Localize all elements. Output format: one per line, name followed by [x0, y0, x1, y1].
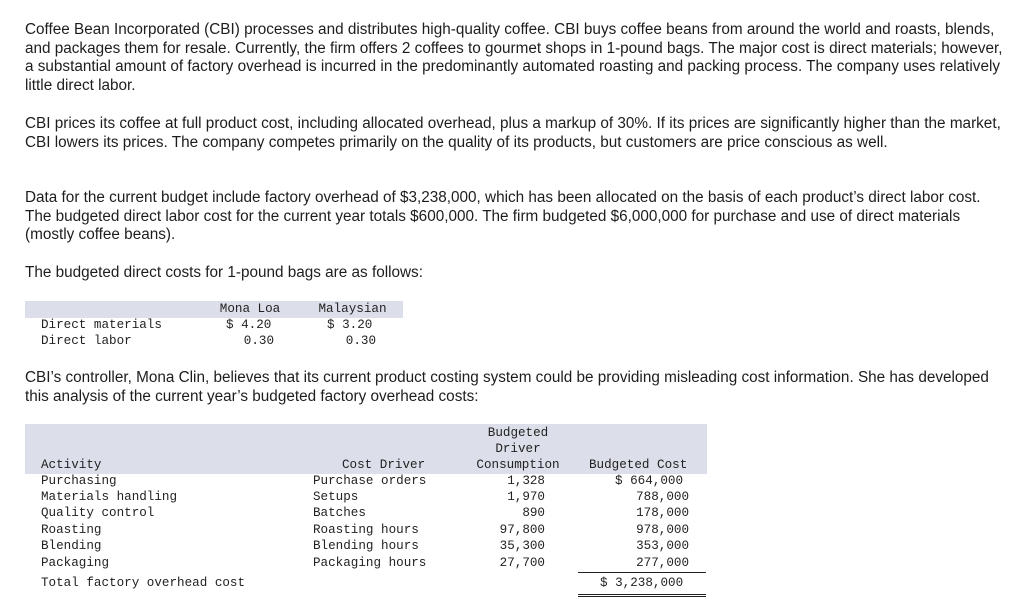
total-rule-1	[578, 594, 706, 595]
cost-cell: 353,000	[636, 539, 689, 553]
subtotal-rule	[578, 572, 706, 573]
activity-cell: Packaging	[41, 556, 110, 570]
driver-cell: Packaging hours	[313, 556, 427, 570]
total-cost: $ 3,238,000	[600, 576, 684, 590]
driver-cell: Blending hours	[313, 539, 419, 553]
paragraph-intro: Coffee Bean Incorporated (CBI) processes and distributes high-quality coffee. CBI buys coffee beans from around the world and roasts, blends, and packages them for resale. Currently, the firm offers 2 coffees to gourmet shops in 1-pound bags. The major cost is direct materials; however, a substantial amount of factory overhead is incurred in the predominantly automated roasting and packing process. The company uses relatively little direct labor.	[25, 21, 1003, 94]
col-header-consumption-line3: Consumption	[476, 458, 560, 472]
consumption-cell: 1,970	[507, 490, 545, 504]
cost-cell: 978,000	[636, 523, 689, 537]
cell-mona-direct-materials: $ 4.20	[226, 318, 272, 332]
activity-cell: Roasting	[41, 523, 102, 537]
driver-cell: Purchase orders	[313, 474, 427, 488]
activity-cell: Blending	[41, 539, 102, 553]
cell-malay-direct-materials: $ 3.20	[327, 318, 373, 332]
paragraph-direct-costs-intro: The budgeted direct costs for 1-pound bags are as follows:	[25, 264, 423, 281]
driver-cell: Roasting hours	[313, 523, 419, 537]
row-label-direct-labor: Direct labor	[41, 334, 132, 348]
col-header-consumption-line1: Budgeted	[487, 426, 549, 440]
activity-cell: Quality control	[41, 506, 155, 520]
col-header-malaysian: Malaysian	[318, 302, 387, 316]
consumption-cell: 1,328	[507, 474, 545, 488]
driver-cell: Setups	[313, 490, 359, 504]
col-header-budgeted-cost: Budgeted Cost	[589, 458, 688, 472]
col-header-mona-loa: Mona Loa	[219, 302, 281, 316]
col-header-activity: Activity	[41, 458, 102, 472]
paragraph-controller: CBI’s controller, Mona Clin, believes that its current product costing system could be providing misleading cost information. She has developed this analysis of the current year’s budgeted factory overhead costs:	[25, 369, 989, 405]
cost-cell: 788,000	[636, 490, 689, 504]
paragraph-pricing: CBI prices its coffee at full product cost, including allocated overhead, plus a markup of 30%. If its prices are significantly higher than the market, CBI lowers its prices. The company competes primarily on the quality of its products, but customers are price conscious as well.	[25, 115, 1001, 151]
consumption-cell: 97,800	[499, 523, 545, 537]
activity-cell: Materials handling	[41, 490, 178, 504]
cell-mona-direct-labor: 0.30	[243, 334, 274, 348]
cost-cell: $ 664,000	[615, 474, 684, 488]
total-label: Total factory overhead cost	[41, 576, 246, 590]
col-header-cost-driver: Cost Driver	[342, 458, 426, 472]
col-header-consumption-line2: Driver	[495, 442, 541, 456]
consumption-cell: 890	[522, 506, 545, 520]
cost-cell: 277,000	[636, 556, 689, 570]
activity-cell: Purchasing	[41, 474, 117, 488]
consumption-cell: 35,300	[499, 539, 545, 553]
row-label-direct-materials: Direct materials	[41, 318, 162, 332]
total-rule-2	[578, 596, 706, 597]
cell-malay-direct-labor: 0.30	[345, 334, 376, 348]
cost-cell: 178,000	[636, 506, 689, 520]
driver-cell: Batches	[313, 506, 366, 520]
paragraph-budget: Data for the current budget include factory overhead of $3,238,000, which has been allocated on the basis of each product’s direct labor cost. The budgeted direct labor cost for the current year totals $600,000. The firm budgeted $6,000,000 for purchase and use of direct materials (mostly coffee beans).	[25, 189, 981, 244]
consumption-cell: 27,700	[499, 556, 545, 570]
